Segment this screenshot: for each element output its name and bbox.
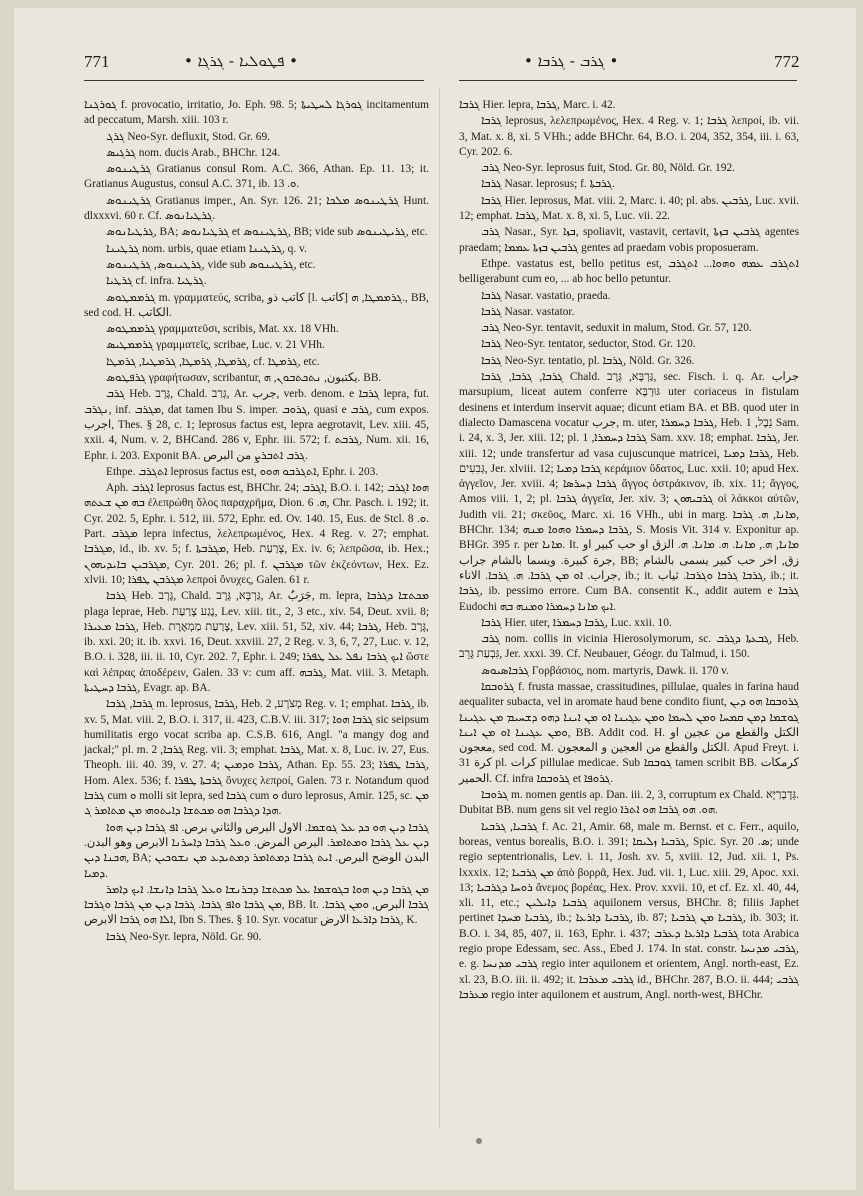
dictionary-entry: ܡܢ ܓܪܒܐ ܕܝܢ ܗܘܐ ܒܓܘܫܡܐ ܥܠ ܡܟܬܫܐ ܕܒܪܢܫܐ ܘܥܠ ܓܪܒܐ ܕܐܢܫܐ. ܐܝܟ ܕܐܡܪ ܡܢ ܓܪܒܐ ܘܐܦ ܓܪܒܐ. ܓܪܒܐ ܕܝܢ ܡܢ ܓܪܒܐ ܘܓܪܒܐ, BB. It. ܓܪܒܐ البرص, ܘܡܢ ܓܪܒܐ. ܐܠܐ ܗܘ ܓܪܒܐ الابرص, Ibn S. Thes. § 10. Syr. vocatur ܓܪܒܐ ܕܐܪܥܐ الارض, K.: [84, 883, 429, 927]
dictionary-entry: Ethpe. vastatus est, bello petitus est, ܐܬܓܪܒ ܥܡܗ ܘܗܘܐ... ܐܬܓܪܒ belligerabunt cum eo, ... ab hoc bello petuntur.: [459, 257, 799, 286]
dictionary-entry: ܓܪܒܐ ܕܝܢ ܗܘ ܟܕ ܥܠ ܓܘܫܡܐ. الاول البرص والثاني برص. ܐܦ ܓܪܒܐ ܕܝܢ ܗܘܐ ܕܝܢ ܥܠ ܓܪܒܐ ܘܡܬܐܡܪ. البرص المرض. ܘܥܠ ܓܪܒܐ ܕܐܚܪܢܐ الابرص وهو البدن. ܗܟܢܐ ܕܝܢ, BA; البدن الوضح البرص. ܐܝܬ ܓܪܒܐ ܕܡܬܐܡܪ ܕܡܬܝܕܥ ܡܢ ܢܫܘܟܝܢ ܕܡܝܐ.: [84, 821, 430, 880]
left-page-number: 771: [84, 52, 110, 71]
dictionary-entry: ܓܪܒ Heb. גָּרָב, Chald. גְּרַב, Ar. جرب, verb. denom. e ܓܪܒܐ lepra, fut. ܢܓܪܒ, inf. ܡܓܪܒ, dat tamen Ibu S. imper. ܓܪܘܒ, quasi e ܓܪܒ, cum expos. اجرب, Thes. § 28, c. 1; leprosus factus est, lepra aegrotavit, Lev. xiii. 45, xxii. 4, Num. v. 2, BHCand. 286 v, Ephr. iii. 572; f. ܓܪܒܬ, Num. xii. 16, Ephr. i. 203. Exponit BA. ܓܪܒ ܐܬܒܪܨ من البرص.: [84, 388, 430, 462]
dictionary-entry: ܓܪܒ Neo-Syr. leprosus fuit, Stod. Gr. 80, Nöld. Gr. 192.: [481, 162, 735, 175]
dictionary-entry: ܓܪܦܛܘܣ γραφήτωσαν, scribantur, يكتبون, ܢܬܟܬܒܘܢ, ܗ. BB.: [106, 372, 382, 385]
dictionary-entry: ܓܪܒܐܣܝܘܣ Γορβάσιος, nom. martyris, Dawk. ii. 170 v.: [481, 664, 729, 677]
dictionary-entry: ܓܪܛܝܢܘܣ Gratianus imper., An. Syr. 126. 21; ܓܪܛܝܢܘܣ ܡܠܟܐ Hunt. dlxxxvi. 60 r. Cf. ܓܪܛܝܐܢܘܣ.: [84, 194, 429, 223]
dictionary-entry: ܓܪܒܐ Hier. uter, ܓܪܒܐ ܕܚܡܪܐ, Luc. xxii. 10.: [481, 616, 672, 629]
right-running-head: • ܓܪܒ - ܓܪܒܐ •: [524, 52, 619, 70]
dictionary-entry: ܓܪܘܒܐ m. nomen gentis ap. Dan. iii. 2, 3, corruptum ex Chald. גְּדָבְרַיָּא. Dubitat BB. num gens sit vel regio ܗܘ. ܗܘ ܓܪܒܐ ܗܘ ܐܬܪܐ.: [459, 789, 799, 817]
dictionary-entry: ܓܪܒܝܐ, ܓܪܒܝܐ f. Ac. 21, Amir. 68, male m. Bernst. et c. Ferr., aquilo, boreas, ventus borealis, B.O. i. 391; ܓܪܒܝܐ ܙܠܝܩܐ, Spic. Syr. ܣ. 20; unde regio septentrionalis, Lev. i. 11, Josh. xv. 5, xviii. 12, Jud. xii. 1, Ps. lxxxix. 12; ܡܢ ܓܪܒܝܐ ἀπὸ βορρᾶ, Hex. Jud. vii. 1, Luc. xiii. 29, Apoc. xxi. 13; ܪܘܚܐ ܕܓܪܒܝܐ ἄνεμος βορέας, Hex. Prov. xxvii. 10, et cf. Ez. xl. 40, 44, xli. 11, etc.; ܓܪܒܝܐ ܕܐܝܠܝܢ aquilonem versus, BHChr. 8; filiis Japhet pertinet ܓܪܒܝܐ ܡܚܕܐ, ib.; ܓܪܒܝܐ ܕܐܪܥܐ, ib. 87; ܓܪܒܝܐ ܡܢ ܓܪܒܝܐ, ib. 303; it. B.O. i. 34, 85, 407, ii. 163, Ephr. i. 437; ܓܪܒܝܐ ܕܐܪܥܐ ܕܥܪܒ tota Arabica regio prope Edessam, sec. Ass., Ebed J. 174. In stat. constr. ܓܪܒܝ ܡܕܢܚܐ, e. g. ܓܪܒܝ ܡܕܢܚܐ regio inter aquilonem et orientem, Angl. north-east, Ez. xl. 23, B.O. iii. ii. 492; it. ܓܪܒܝ ܡܥܪܒܐ id., BHChr. 287, B.O. ii. 444; ܓܪܒܝ ܡܥܪܒܐ regio inter aquilonem et austrum, Angl. north-west, BHChr.: [459, 820, 800, 1001]
dictionary-entry: ܓܪܓܝܣ nom. ducis Arab., BHChr. 124.: [106, 146, 281, 159]
left-header-rule: [84, 80, 424, 81]
dictionary-entry: Aph. ܐܓܪܒ leprosus factus est, BHChr. 24; ܐܓܪܒ, B.O. i. 142; ܗܘܐ ܐܓܪܒ ܒܗ ܡܢ ܫܥܬܗ ἐλεπρώθη ὅλος παραχρῆμα, Dion. ܗ. 6, Chr. Pasch. i. 192; it. Cyr. 202. 5, Ephr. i. 512, iii. 572, Ephr. ed. Ov. 140. 15, Eus. de Stcl. ܘ. 8. Part. ܡܓܪܒ lepra infectus, λελεπρωμένος, Hex. 4 Reg. v. 27; emphat. ܡܓܪܒܐ, id., ib. xv. 5; f. ܡܓܪܒܬܐ, Heb. צָרַעַת, Ex. iv. 6; λεπρῶσα, ib. Hex.; ܡܓܪܒܝܢ ܒܐܝܕܝܗܘܢ, Cyr. 201. 26; pl. f. ܡܓܪܒܢ τῶν ἑκζεόντων, Hex. Ez. xlvii. 10; ܡܓܪܒܢ ܛܦܪܐ λεπροὶ ὄνυχες, Galen. 61 r.: [84, 482, 430, 586]
dictionary-entry: ܓܪܒܐ Nasar. vastator.: [481, 305, 575, 318]
dictionary-entry: ܓܪܛܝܢܐ nom. urbis, quae etiam ܓܪܛܝܢܐ, q. v.: [106, 242, 307, 255]
dictionary-page-spread: [14, 8, 856, 1190]
dictionary-entry: ܓܪܡܡܛܘܣ γραμματεῦσι, scribis, Mat. xx. 18 VHh.: [106, 323, 339, 336]
dictionary-entry: ܓܪܒܐ Nasar. vastatio, praeda.: [481, 289, 611, 302]
left-running-head: • ܦܛܘܠܝܐ - ܓܪܓܐ •: [184, 52, 299, 70]
right-page-number: 772: [774, 52, 800, 71]
dictionary-entry: ܓܪܛܝܢܘܣ Gratianus consul Rom. A.C. 366, Athan. Ep. 11. 13; it. Gratianus Augustus, consul A.C. 371, ib. ܘ. 13.: [84, 163, 429, 191]
dictionary-entry: ܓܪܒܐ Neo-Syr. tentator, seductor, Stod. Gr. 120.: [481, 338, 696, 351]
dictionary-entry: ܓܪܛܝܢܘܣ, ܓܪܛܝܢܘܣ, vide sub ܓܪܛܝܢܘܣ, etc.: [106, 258, 316, 271]
dictionary-entry: Ethpe. ܐܬܓܪܒ leprosus factus est, ܐܬܓܪܒܘ ܗܘܘ, Ephr. i. 203.: [106, 465, 379, 478]
dictionary-entry: ܓܪܡܛܐ, ܓܪܡܛܐ, ܓܪܡܛܝܐ, ܓܪܡܛܐ, cf. ܓܪܡܛܐ, etc.: [106, 355, 320, 368]
dictionary-entry: ܓܪܛܝܐ cf. infra. ܓܪܛܝܐ.: [106, 275, 207, 288]
right-column: [459, 98, 799, 1004]
dictionary-entry: ܓܪܒ nom. collis in vicinia Hierosolymorum, sc. ܓܒܥܬܐ ܕܓܪܒ, Heb. גִּבְעַת גָּרֵב, Jer. xxxi. 39. Cf. Neubauer, Géogr. du Talmud, i. 150.: [459, 633, 799, 661]
dictionary-entry: ܓܪܒܐ Neo-Syr. tentatio, pl. ܓܪܒܐ, Nöld. Gr. 326.: [481, 354, 695, 367]
dictionary-entry: ܓܪܓ Neo-Syr. defluxit, Stod. Gr. 69.: [106, 130, 271, 143]
dictionary-entry: ܓܘܪܓܢܐ f. provocatio, irritatio, Jo. Eph. 98. 5; ܓܘܪܓܐ ܠܚܛܝܬܐ incitamentum ad peccatum, Marsh. xiii. 103 r.: [84, 99, 429, 127]
dictionary-entry: ܓܪܒܐ Nasar. leprosus; f. ܓܪܒܬܐ.: [481, 178, 615, 191]
dictionary-entry: ܓܪܒ Nasar., Syr. ܒܙܐ, spoliavit, vastavit, certavit, ܓܪܒܝܢ ܒܙܬܐ agentes praedam; ܓܪܒܝܢ ܒܙܬܐ ܥܡܡܐ gentes ad praedam vobis proposueram.: [459, 226, 800, 254]
dictionary-entry: ܓܪܒܐ, ܓܪܒܐ m. leprosus, ܓܪܒܐ, Heb. מְצֹרָע, 2 Reg. v. 1; emphat. ܓܪܒܐ, ib. xv. 5, Mat. viii. 2, B.O. i. 317, ii. 423, C.B.V. iii. 317; ܓܪܒܐ ܗܘܐ sic seipsum humilitatis ergo vocat scriba ap. C.S.B. 616, Angl. "a mangy dog and jackal;" pl. m. ܓܪܒܐ, 2 Reg. vii. 3; emphat. ܓܪܒܐ, Mat. x. 8, Luc. iv. 27, Eus. Theoph. iii. 40. 39, v. 27. 4; ܓܪܒܐ ܘܕܡܝܢ, Athan. Ep. 55. 23; ܓܪܒܐ ܛܦܪܐ, Hom. Alex. 536; f. ܓܪܒܬܐ ܛܦܪܐ ὄνυχες λεπροί, Galen. 73 r. Notandum quod ܓܪܒܐ cum ܘ molli sit lepra, sed ܓܪܒܐ cum ܘ duro leprosus, Amir. 125, sc. ܡܢ ܗܕܐ ܕܓܪܒܐ ܗܘ ܡܟܬܫܐ ܕܐܝܬܘܗܝ ܡܢ ܡܬܐܡܪ ܓ.: [84, 698, 430, 818]
dictionary-entry: ܓܪܒ Neo-Syr. tentavit, seduxit in malum, Stod. Gr. 57, 120.: [481, 322, 752, 335]
dictionary-entry: ܓܪܒܐ Hier. leprosus, Mat. viii. 2, Marc. i. 40; pl. abs. ܓܪܒܝܢ, Luc. xvii. 12; emphat. ܓܪܒܐ, Mat. x. 8, xi. 5, Luc. vii. 22.: [459, 194, 800, 223]
dictionary-entry: ܓܪܘܒܩܐ f. frusta massae, crassitudines, pillulae, quales in farina haud aequaliter subacta, vel in aromate haud bene condito fiunt, ܓܪܘܒܩܐ ܗܘ ܕܝܢ ܓܘܫܡܐ ܕܡܢ ܩܡܚܐ ܘܡܢ ܠܚܡܐ ܘܡܢ ܥܓܝܢܐ ܐܘ ܡܢ ܐܝܢܐ ܕܗܘ ܕܫܚܝܡ ܡܢ ܥܓܝܢܐ ܘܡܢ ܥܓܝܢܐ ܐܘ ܡܢ ܐܝܢܐ, BB. Addit cod. H. الكتل والقطع من عجين او معجون, sed cod. M. الكتل والقطع من العجين و المعجون. Apud Freyt. i. 31 كرة pl. كرات pillulae medicae. Sub ܓܘܒܩܐ tamen scribit BB. كرمكات الحمير. Cf. infra ܓܪܘܒܩܐ et ܓܪܘܦܐ.: [459, 680, 799, 785]
dictionary-entry: ܓܪܛܝܐܢܘܣ, BA; ܓܪܛܝܐܢܘܣ et ܓܪܛܝܢܘܣ, BB; vide sub ܓܪܝܛܝܢܘܣ, etc.: [106, 226, 428, 239]
page-mark: [476, 1138, 482, 1144]
dictionary-entry: ܓܪܒܐ Heb. גָּרָב, Chald. גַּרְבָּא, גָּרָב, Ar. جَرَبٌ, m. lepra, ܡܟܬܫܐ ܕܓܪܒܐ plaga leprae, Heb. נֶגַע צָרַעַת, Lev. xiii. tit., 2, 3 etc., xiv. 54, Deut. xvii. 8; ܓܪܒܐ ܡܥܝܪܐ, Heb. צָרַעַת מַמְאֶרֶת, Lev. xiii. 51, 52, xiv. 44; ܓܪܒܐ, Heb. גָּרָב, ib. xxi. 20; it. ib. xxvi. 16, Deut. xxviii. 27, 2 Reg. v. 3, 6, 7, 27, Luc. v. 12, B.O. i. 328, iii. ii. 10, Cyr. 202. 7, Ephr. i. 249; ܐܝܟ ܓܪܒܐ ܢܦܠ ܥܠ ܛܦܪܐ ὥστε καὶ λέπρας ἀποδέρειν, Galen. 33 v: cum aff. ܓܪܒܗ, Mat. viii. 3. Metaph. ܓܪܒܐ ܕܚܛܝܬܐ, Evagr. ap. BA.: [84, 590, 430, 694]
dictionary-entry: ܓܪܒܐ, ܓܪܒܐ, ܓܪܒܐ Chald. גַּרְבָּא, גְּרָב, sec. Fisch. i. q. Ar. جراب marsupium, liceat autem conferre גּוּרְבָּא uter coriaceus in fistulam desinens et interdum inservit aquae; dicunt etiam BA. et BB. quod uter in dialecto Damascena vocatur جرب, m. uter, ܓܪܒܐ ܕܚܡܪܐ, Heb. נֵבֶל, 1 Sam. i. 24, x. 3, Jer. xiii. 12; pl. ܓܪܒܐ ܕܚܡܪܐ, 1 Sam. xxv. 18; emphat. ܓܪܒܐ, Jer. xiii. 12; unde transfertur ad vasa cujuscunque matricei, ܓܪܒܐ ܕܡܝܐ, Heb. גְּבִעִים, Jer. xlviii. 12; ܓܪܒܐ ܕܡܝܐ κεράμιον ὕδατος, Luc. xxii. 10; apud Hex. ἀγγεῖον, Jer. xviii. 4; ܓܪܒܐ ܕܚܪܣܐ ἄγγος ὀστράκινον, ib. xix. 11; ἄγγος, Amos viii. 1, 2; pl. ܓܪܒܐ ἀγγεῖα, Jer. xiv. 3; ܓܪܒܝܗܘܢ οἱ λάκκοι αὐτῶν, Judith vii. 21; σκεῦος, Marc. xi. 16 VHh., ubi in marg. ܡܐܢܐ, ܗ. ܓܪܒܐ, BHChr. 134; ܓܪܒܐ ܕܚܡܪܐ ܘܗܘܐ ܡܢܗ, S. Mosis Vit. 314 v. Exponitur ap. BHGr. 395 r. per ܡܐܢܐ. It. ܡܐܢܐ, ܗ., ܡܐܢܐ. ܗ. ܡܐܢܐ. ܗ. الزق او حب كبير او جرة كبيرة. ويسما بالشام جراب, BB; زق, اخر حب كبير يسمى بالشام جراب. ܐܘ ܡܢ ܓܪܒܐ. ܗ. ܓܪܒܐ. الاناء, ib.; it. ܓܪܒܐ ܓܪܒܐ ܘܓܪܒܐ. ثياب, ib.; it. ܓܪܒܐ, ib. pessimo errore. Cum BA. consentit K., addit autem e ܓܪܒܐ Eudochi ܐܝܟ ܡܐܢܐ ܕܚܡܪܐ ܘܡܢܗ ܒܗ.: [459, 371, 800, 613]
dictionary-entry: ܓܪܒܐ leprosus, λελεπρωμένος, Hex. 4 Reg. v. 1; ܓܪܒܐ λεπροί, ib. vii. 3, Mat. x. 8, xi. 5 VHh.; adde BHChr. 64, B.O. i. 204, 352, 354, iii. i. 63, Cyr. 202. 6.: [459, 115, 799, 158]
dictionary-entry: ܓܪܡܡܛܝܣ γραμματεῖς, scribae, Luc. v. 21 VHh.: [106, 339, 325, 352]
left-column: [84, 98, 429, 946]
dictionary-entry: ܓܪܡܡܛܘܣ m. γραμματεύς, scriba, كاتب ذو [l. كاتب] ܓܪܡܡܛܐ, ܗ., BB, sed cod. H. الكاتب.: [84, 291, 429, 319]
column-gutter: [439, 88, 440, 1128]
right-header-rule: [459, 80, 797, 81]
dictionary-entry: ܓܪܒܐ Hier. lepra, ܓܪܒܐ, Marc. i. 42.: [459, 99, 616, 111]
dictionary-entry: ܓܪܒܐ Neo-Syr. lepra, Nöld. Gr. 90.: [106, 930, 262, 943]
